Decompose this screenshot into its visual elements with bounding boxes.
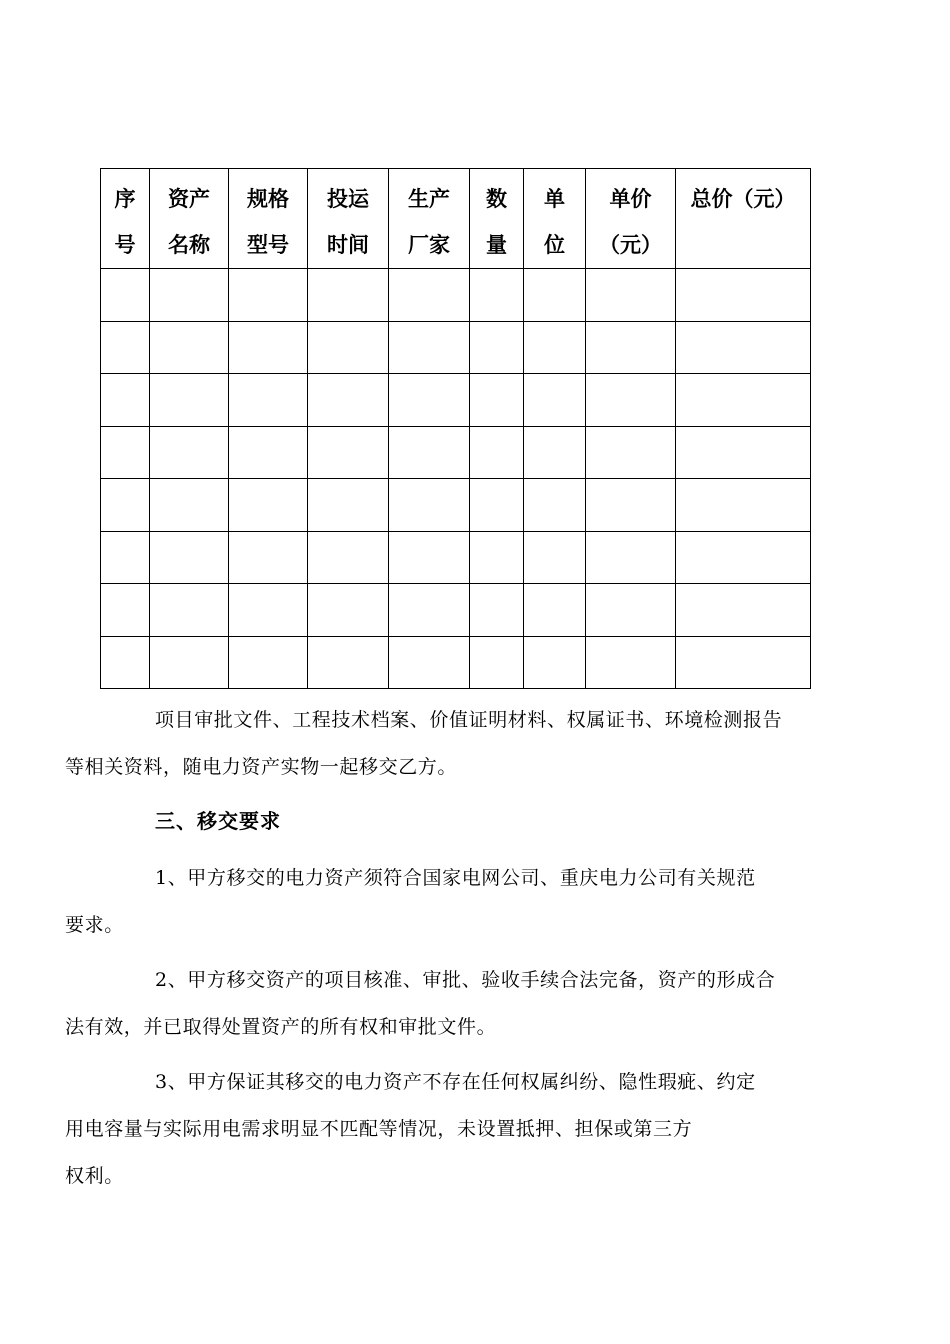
table-cell	[101, 374, 150, 427]
table-cell	[229, 321, 308, 374]
table-cell	[676, 269, 811, 322]
header-manufacturer: 生产 厂家	[389, 169, 470, 269]
table-cell	[470, 584, 524, 637]
table-cell	[101, 636, 150, 689]
table-cell	[676, 479, 811, 532]
table-row	[101, 479, 811, 532]
table-cell	[389, 269, 470, 322]
table-cell	[676, 636, 811, 689]
asset-transfer-table	[100, 168, 811, 689]
table-cell	[586, 584, 676, 637]
paragraph-line: 用电容量与实际用电需求明显不匹配等情况，未设置抵押、担保或第三方	[65, 1118, 693, 1140]
table-cell	[150, 426, 229, 479]
table-cell	[150, 636, 229, 689]
table-row	[101, 269, 811, 322]
header-commissioning-date: 投运 时间	[308, 169, 389, 269]
header-asset-name: 资产 名称	[150, 169, 229, 269]
materials-paragraph	[65, 697, 850, 791]
paragraph-line: 要求。	[65, 914, 124, 936]
section-heading-transfer-requirements: 三、移交要求	[155, 809, 281, 833]
table-cell	[308, 321, 389, 374]
paragraph-line: 3、甲方保证其移交的电力资产不存在任何权属纠纷、隐性瑕疵、约定	[155, 1071, 756, 1093]
table-cell	[586, 636, 676, 689]
table-cell	[524, 636, 586, 689]
header-serial-number: 序 号	[101, 169, 150, 269]
table-cell	[470, 531, 524, 584]
table-cell	[389, 426, 470, 479]
paragraph-line: 法有效，并已取得处置资产的所有权和审批文件。	[65, 1016, 497, 1038]
requirement-3-paragraph	[65, 1059, 850, 1200]
table-cell	[524, 531, 586, 584]
table-cell	[150, 374, 229, 427]
table-cell	[389, 636, 470, 689]
table-cell	[308, 374, 389, 427]
table-cell	[308, 479, 389, 532]
table-cell	[229, 426, 308, 479]
table-cell	[229, 636, 308, 689]
table-cell	[101, 426, 150, 479]
paragraph-line: 权利。	[65, 1165, 124, 1187]
table-cell	[470, 321, 524, 374]
table-cell	[229, 479, 308, 532]
table-cell	[101, 531, 150, 584]
table-cell	[150, 321, 229, 374]
table-row	[101, 374, 811, 427]
table-cell	[586, 374, 676, 427]
table-cell	[308, 636, 389, 689]
table-cell	[524, 269, 586, 322]
table-cell	[524, 426, 586, 479]
requirement-2-paragraph	[65, 957, 850, 1051]
header-unit: 单 位	[524, 169, 586, 269]
table-cell	[524, 374, 586, 427]
table-cell	[308, 426, 389, 479]
table-row	[101, 584, 811, 637]
header-total-price: 总价（元）	[676, 169, 811, 269]
table-row	[101, 321, 811, 374]
table-cell	[524, 479, 586, 532]
table-cell	[470, 374, 524, 427]
paragraph-line: 2、甲方移交资产的项目核准、审批、验收手续合法完备，资产的形成合	[155, 969, 776, 991]
table-cell	[389, 584, 470, 637]
paragraph-line: 1、甲方移交的电力资产须符合国家电网公司、重庆电力公司有关规范	[155, 867, 756, 889]
table-cell	[229, 374, 308, 427]
table-cell	[676, 584, 811, 637]
table-cell	[229, 584, 308, 637]
table-cell	[470, 426, 524, 479]
table-cell	[470, 636, 524, 689]
table-cell	[389, 321, 470, 374]
header-spec-model: 规格 型号	[229, 169, 308, 269]
table-header	[101, 169, 811, 269]
table-cell	[101, 321, 150, 374]
table-cell	[524, 584, 586, 637]
table-cell	[676, 531, 811, 584]
header-row	[101, 169, 811, 269]
table-cell	[586, 269, 676, 322]
table-body	[101, 269, 811, 689]
table-cell	[586, 321, 676, 374]
table-cell	[150, 531, 229, 584]
table-cell	[470, 479, 524, 532]
table-cell	[150, 269, 229, 322]
table-cell	[389, 531, 470, 584]
table-cell	[586, 531, 676, 584]
table-cell	[586, 426, 676, 479]
table-cell	[229, 269, 308, 322]
table-cell	[524, 321, 586, 374]
header-quantity: 数 量	[470, 169, 524, 269]
table-cell	[676, 426, 811, 479]
table-cell	[308, 531, 389, 584]
table-cell	[676, 321, 811, 374]
requirement-1-paragraph	[65, 855, 850, 949]
table-cell	[308, 584, 389, 637]
table-cell	[586, 479, 676, 532]
table-cell	[101, 584, 150, 637]
table-row	[101, 636, 811, 689]
table-cell	[389, 479, 470, 532]
paragraph-line: 项目审批文件、工程技术档案、价值证明材料、权属证书、环境检测报告	[155, 709, 783, 731]
table-cell	[101, 269, 150, 322]
table-cell	[389, 374, 470, 427]
paragraph-line: 等相关资料，随电力资产实物一起移交乙方。	[65, 756, 458, 778]
header-unit-price: 单价 （元）	[586, 169, 676, 269]
table-cell	[676, 374, 811, 427]
table-cell	[101, 479, 150, 532]
table-row	[101, 426, 811, 479]
table-cell	[229, 531, 308, 584]
table-cell	[308, 269, 389, 322]
table-row	[101, 531, 811, 584]
table-cell	[470, 269, 524, 322]
table-cell	[150, 584, 229, 637]
table-cell	[150, 479, 229, 532]
